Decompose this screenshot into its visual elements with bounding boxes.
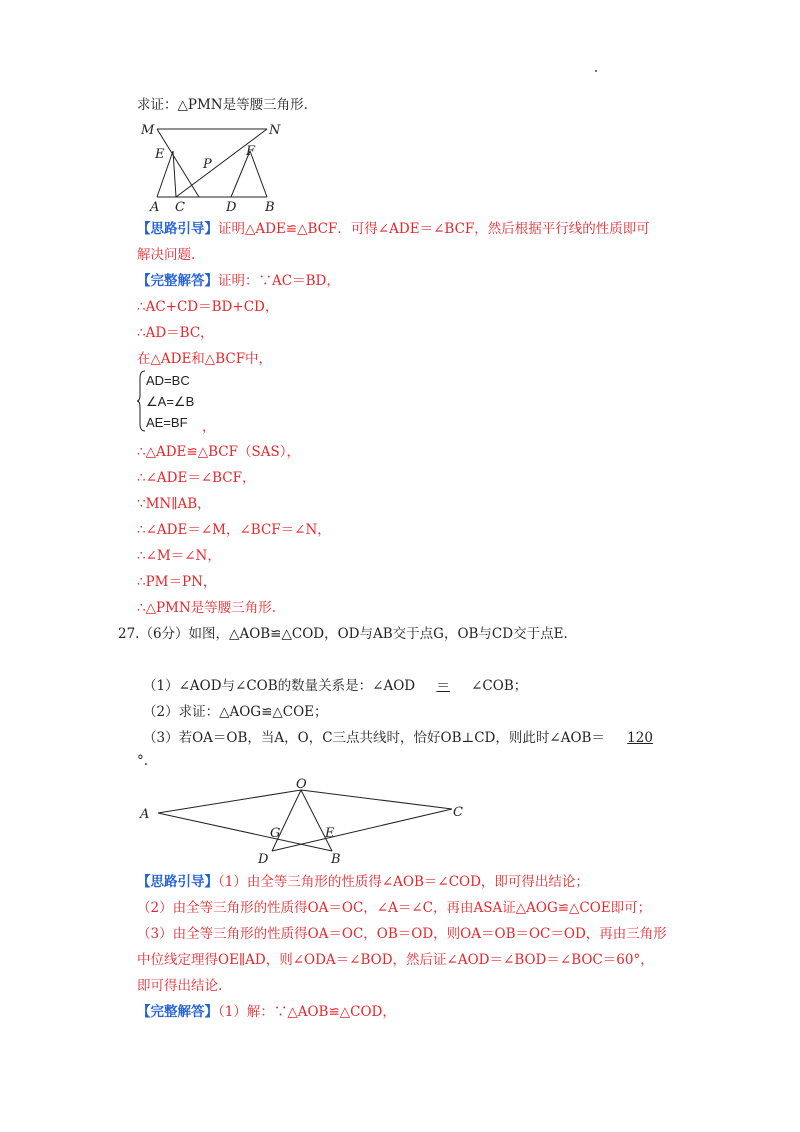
answer2-tag: 【完整解答】 — [137, 1004, 218, 1020]
page-dot — [595, 70, 597, 72]
system-comma: ， — [202, 419, 216, 435]
system-eq-2: ∠A=∠B — [146, 394, 195, 409]
hint2-line2: （2）由全等三角形的性质得OA＝OC，∠A＝∠C，再由ASA证△AOG≌△COE即可； — [137, 900, 652, 916]
proof-step-10: ∴△PMN是等腰三角形. — [137, 600, 276, 616]
label-A: A — [150, 200, 160, 214]
label-F: F — [246, 144, 256, 159]
label-P: P — [203, 157, 212, 172]
label-G: G — [270, 826, 281, 841]
answer-blank-1: ＝ — [436, 678, 450, 694]
answer1-line1: 【完整解答】证明：∵AC＝BD， — [137, 273, 340, 289]
hint2-line3: （3）由全等三角形的性质得OA＝OC，OB＝OD，则OA＝OB＝OC＝OD，再由三角形 — [137, 926, 667, 942]
hint1-line1: 【思路引导】证明△ADE≌△BCF．可得∠ADE＝∠BCF，然后根据平行线的性质即可 — [137, 221, 650, 237]
answer1-tag: 【完整解答】 — [137, 273, 218, 289]
label-O: O — [296, 777, 307, 792]
label-E2: E — [325, 826, 335, 841]
system-eq-1: AD=BC — [146, 373, 190, 388]
label-E: E — [155, 147, 165, 162]
hint2-line4: 中位线定理得OE∥AD，则∠ODA＝∠BOD，然后证∠AOD＝∠BOD＝∠BOC＝60°， — [137, 952, 654, 968]
label-D2: D — [258, 852, 269, 867]
proof-step-8: ∴∠M＝∠N， — [137, 548, 221, 564]
label-N: N — [269, 123, 281, 138]
hint2-line5: 即可得出结论. — [137, 978, 223, 994]
proof-step-3: 在△ADE和△BCF中， — [137, 351, 273, 367]
figure-triangles — [130, 774, 480, 870]
hint1-line2: 解决问题. — [137, 247, 196, 263]
label-B2: B — [331, 852, 341, 867]
q27-part1: （1）∠AOD与∠COB的数量关系是：∠AOD ＝ ∠COB； — [143, 678, 528, 694]
proof-step-2: ∴AD＝BC， — [137, 325, 214, 341]
q27-part2: （2）求证：△AOG≌△COE； — [143, 704, 328, 720]
q27-part3: （3）若OA＝OB，当A，O，C三点共线时，恰好OB⊥CD，则此时∠AOB＝ 120 — [143, 730, 653, 746]
answer-blank-2: 120 — [627, 730, 653, 746]
proof-step-6: ∵MN∥AB， — [137, 496, 211, 512]
label-C2: C — [453, 805, 463, 820]
proof-step-1: ∴AC+CD＝BD+CD， — [137, 299, 279, 315]
label-A2: A — [140, 807, 150, 822]
proof-step-9: ∴PM＝PN， — [137, 574, 217, 590]
q27-part3-degree: °. — [137, 753, 149, 769]
hint1-tag: 【思路引导】 — [137, 221, 218, 237]
system-eq-3: AE=BF — [146, 415, 188, 430]
label-D: D — [226, 200, 237, 214]
figure-trapezoid — [135, 118, 295, 214]
question-27: 27.（6分）如图，△AOB≌△COD，OD与AB交于点G，OB与CD交于点E. — [118, 626, 568, 642]
label-M: M — [141, 123, 155, 138]
label-C: C — [175, 200, 185, 214]
proof-step-7: ∴∠ADE＝∠M，∠BCF＝∠N， — [137, 522, 331, 538]
answer2-line1: 【完整解答】（1）解：∵△AOB≌△COD， — [137, 1004, 396, 1020]
prove-statement: 求证：△PMN是等腰三角形. — [137, 97, 308, 113]
hint2-line1: 【思路引导】（1）由全等三角形的性质得∠AOB＝∠COD，即可得出结论； — [137, 874, 589, 890]
hint2-tag: 【思路引导】 — [137, 874, 218, 890]
label-B: B — [265, 200, 275, 214]
proof-step-4: ∴△ADE≌△BCF（SAS）， — [137, 444, 300, 460]
proof-step-5: ∴∠ADE＝∠BCF， — [137, 470, 256, 486]
